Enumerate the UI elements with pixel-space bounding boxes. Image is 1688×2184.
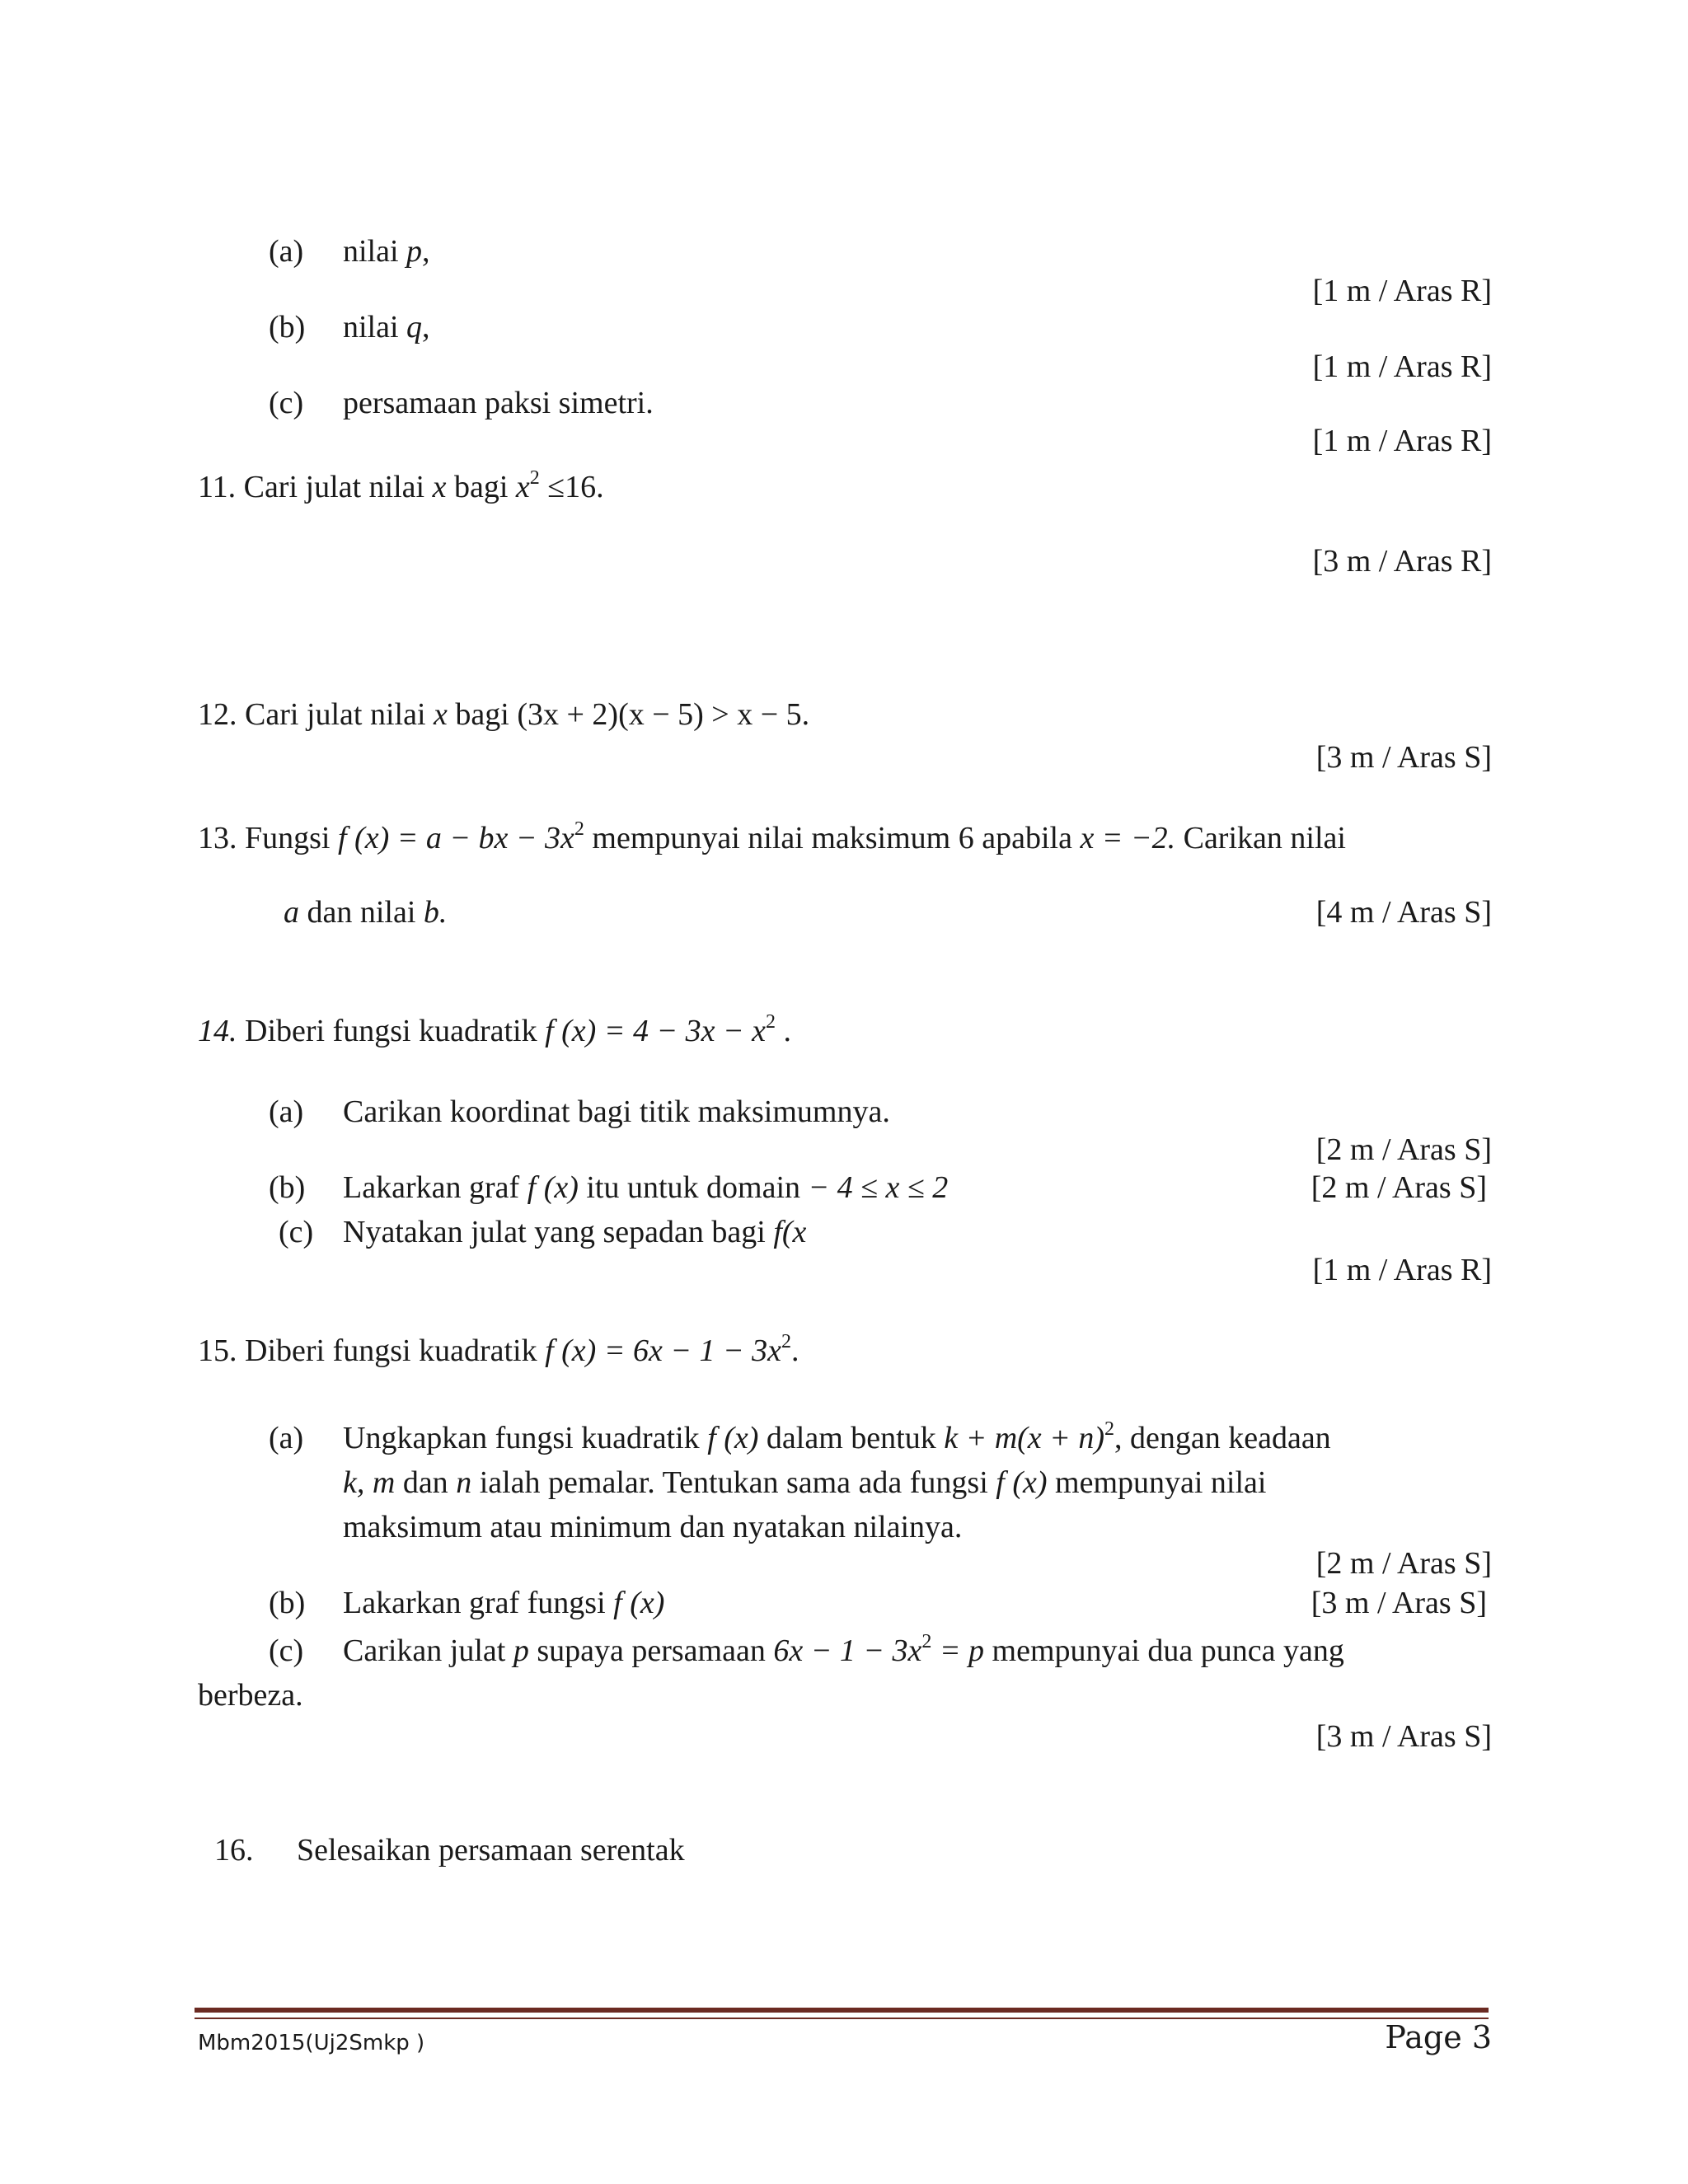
q15c-line1: Carikan julat p supaya persamaan $6x - 1 - 3x^2 = p$ mempunyai dua punca yang	[343, 1631, 1344, 1668]
q14a-marks: [2 m / Aras S]	[1315, 1132, 1492, 1167]
q15a-label: (a)	[269, 1421, 304, 1455]
q13-marks: [4 m / Aras S]	[1315, 895, 1492, 930]
q10c-marks: [1 m / Aras R]	[1312, 424, 1492, 458]
q14b-label: (b)	[269, 1170, 306, 1205]
q14c-text: Nyatakan julat yang sepadan bagi f(x	[343, 1215, 807, 1249]
q13-line2: a dan nilai b.	[284, 895, 448, 930]
q14c-label: (c)	[279, 1215, 314, 1249]
q10a-text: nilai p,	[343, 234, 430, 269]
footer-rule-thin	[195, 2018, 1489, 2019]
q10c-label: (c)	[269, 386, 304, 420]
q14c-marks: [1 m / Aras R]	[1312, 1253, 1492, 1287]
q15a-line1: Ungkapkan fungsi kuadratik f (x) dalam bentuk $k + m(x + n)^2$, dengan keadaan	[343, 1418, 1331, 1455]
q10a-marks: [1 m / Aras R]	[1312, 274, 1492, 308]
q11-line: 11. Cari julat nilai x bagi $x^2 \le 16$.	[198, 467, 604, 504]
q15c-label: (c)	[269, 1633, 304, 1668]
q10a-label: (a)	[269, 234, 304, 269]
q15c-marks: [3 m / Aras S]	[1315, 1719, 1492, 1754]
q12-marks: [3 m / Aras S]	[1315, 740, 1492, 775]
q10b-marks: [1 m / Aras R]	[1312, 349, 1492, 384]
q10c-text: persamaan paksi simetri.	[343, 386, 654, 420]
q15b-label: (b)	[269, 1586, 306, 1620]
q15a-marks: [2 m / Aras S]	[1315, 1546, 1492, 1581]
footer-code: Mbm2015(Uj2Smkp )	[198, 2031, 425, 2055]
q14b-marks: [2 m / Aras S]	[1311, 1170, 1487, 1205]
q10b-label: (b)	[269, 310, 306, 344]
q14-line: 14. Diberi fungsi kuadratik f $(x) = 4 - 3x - x^2$ .	[198, 1011, 791, 1048]
q15-line: 15. Diberi fungsi kuadratik f $(x) = 6x - 1 - 3x^2$.	[198, 1331, 799, 1368]
q14b-text: Lakarkan graf f (x) itu untuk domain − 4 ≤ x ≤ 2	[343, 1170, 949, 1205]
q15a-line3: maksimum atau minimum dan nyatakan nilainya.	[343, 1510, 963, 1544]
q13-line1: 13. Fungsi f (x) = a − bx − $3x^2$ mempunyai nilai maksimum 6 apabila x = −2. Carikan nilai	[198, 818, 1346, 855]
q10b-text: nilai q,	[343, 310, 430, 344]
q14a-text: Carikan koordinat bagi titik maksimumnya.	[343, 1094, 890, 1129]
footer-rule-thick	[195, 2008, 1489, 2013]
q15b-text: Lakarkan graf fungsi f (x)	[343, 1586, 665, 1620]
page-number: Page 3	[1385, 2019, 1492, 2055]
q11-marks: [3 m / Aras R]	[1312, 544, 1492, 579]
q14a-label: (a)	[269, 1094, 304, 1129]
q15b-marks: [3 m / Aras S]	[1311, 1586, 1487, 1620]
q12-line: 12. Cari julat nilai x bagi (3x + 2)(x − 5) > x − 5.	[198, 697, 810, 732]
q16-num: 16.	[214, 1833, 254, 1868]
q15a-line2: k, m dan n ialah pemalar. Tentukan sama ada fungsi f (x) mempunyai nilai	[343, 1465, 1267, 1500]
q15c-line2: berbeza.	[198, 1678, 303, 1713]
q16-text: Selesaikan persamaan serentak	[297, 1833, 685, 1868]
